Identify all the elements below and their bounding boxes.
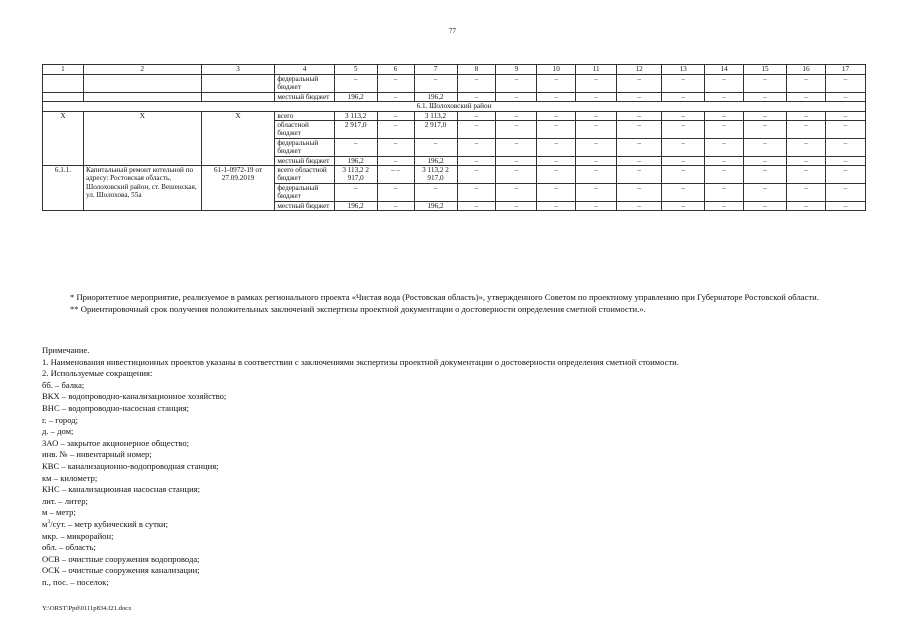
value-cell: – bbox=[662, 138, 705, 156]
value-cell: – bbox=[617, 111, 662, 120]
empty-cell bbox=[83, 92, 201, 101]
value-cell: – bbox=[744, 166, 787, 184]
value-cell: – bbox=[496, 138, 537, 156]
value-cell: – bbox=[705, 121, 744, 139]
value-cell: – bbox=[744, 156, 787, 165]
value-cell: – bbox=[617, 75, 662, 93]
value-cell: – bbox=[787, 138, 826, 156]
notes-title: Примечание. bbox=[42, 345, 90, 355]
value-cell: – bbox=[377, 111, 414, 120]
section-title: 6.1. Шолоховский район bbox=[43, 102, 866, 111]
value-cell: – bbox=[576, 75, 617, 93]
value-cell: – bbox=[537, 166, 576, 184]
header-cell: 2 bbox=[83, 65, 201, 75]
empty-cell bbox=[201, 92, 275, 101]
value-cell: – bbox=[617, 92, 662, 101]
table-row bbox=[43, 92, 866, 101]
merged-cell: X bbox=[83, 111, 201, 165]
value-cell: – bbox=[662, 75, 705, 93]
value-cell: – bbox=[825, 92, 865, 101]
table-row bbox=[43, 75, 866, 93]
abbreviation-item: ОСК – очистные сооружения канализации; bbox=[42, 565, 200, 576]
value-cell: – bbox=[414, 183, 457, 201]
page-number: 77 bbox=[449, 27, 456, 35]
value-cell: – bbox=[377, 156, 414, 165]
value-cell: – bbox=[496, 75, 537, 93]
value-cell: – bbox=[537, 201, 576, 210]
value-cell: – bbox=[662, 111, 705, 120]
value-cell: – bbox=[537, 138, 576, 156]
value-cell: – bbox=[825, 156, 865, 165]
value-cell: – bbox=[576, 183, 617, 201]
empty-cell bbox=[83, 75, 201, 93]
value-cell: – bbox=[537, 75, 576, 93]
value-cell: – bbox=[744, 111, 787, 120]
value-cell: – bbox=[537, 121, 576, 139]
header-cell: 16 bbox=[787, 65, 826, 75]
value-cell: – bbox=[457, 75, 496, 93]
header-cell: 4 bbox=[275, 65, 334, 75]
value-cell: – bbox=[496, 111, 537, 120]
value-cell: – bbox=[617, 121, 662, 139]
row-label: областной бюджет bbox=[275, 121, 334, 139]
value-cell: – bbox=[662, 201, 705, 210]
value-cell: – bbox=[457, 111, 496, 120]
header-cell: 5 bbox=[334, 65, 377, 75]
value-cell: – bbox=[377, 183, 414, 201]
value-cell: 196,2 bbox=[334, 156, 377, 165]
value-cell: – bbox=[662, 183, 705, 201]
value-cell: – bbox=[537, 156, 576, 165]
row-label: всего областной бюджет bbox=[275, 166, 334, 184]
value-cell: – bbox=[787, 201, 826, 210]
empty-cell bbox=[201, 75, 275, 93]
value-cell: – bbox=[825, 121, 865, 139]
footnote-deadline: ** Ориентировочный срок получения положительных заключений экспертизы проектной документации о достоверности определения сметной стоимости.». bbox=[70, 303, 646, 314]
value-cell: – bbox=[787, 183, 826, 201]
row-label: федеральный бюджет bbox=[275, 75, 334, 93]
value-cell: – bbox=[414, 138, 457, 156]
file-path: Y:\ORST\Ppd\0111p834.f21.docx bbox=[42, 605, 132, 612]
value-cell: – bbox=[825, 75, 865, 93]
abbreviation-item: ОСВ – очистные сооружения водопровода; bbox=[42, 553, 200, 564]
abbreviation-item: КНС – канализационная насосная станция; bbox=[42, 484, 201, 495]
value-cell: – bbox=[787, 166, 826, 184]
value-cell: – bbox=[787, 121, 826, 139]
section-row bbox=[43, 102, 866, 111]
abbreviation-item: ВНС – водопроводно-насосная станция; bbox=[42, 402, 190, 413]
value-cell: – bbox=[496, 92, 537, 101]
value-cell: – bbox=[787, 75, 826, 93]
value-cell: – bbox=[705, 156, 744, 165]
merged-cell: X bbox=[201, 111, 275, 165]
header-cell: 8 bbox=[457, 65, 496, 75]
value-cell: 196,2 bbox=[414, 156, 457, 165]
value-cell: – bbox=[576, 201, 617, 210]
value-cell: – bbox=[787, 92, 826, 101]
abbreviation-item: п., пос. – поселок; bbox=[42, 576, 109, 587]
abbreviation-list-2 bbox=[42, 531, 866, 589]
value-cell: – bbox=[662, 166, 705, 184]
value-cell: – bbox=[787, 111, 826, 120]
value-cell: – bbox=[377, 138, 414, 156]
value-cell: – bbox=[377, 75, 414, 93]
header-cell: 3 bbox=[201, 65, 275, 75]
abbreviation-item: м – метр; bbox=[42, 507, 76, 518]
value-cell: – bbox=[617, 201, 662, 210]
value-cell: – bbox=[825, 166, 865, 184]
value-cell: 3 113,2 2 917,0 bbox=[334, 166, 377, 184]
value-cell: – bbox=[617, 138, 662, 156]
footnotes bbox=[42, 292, 866, 315]
value-cell: – bbox=[496, 156, 537, 165]
header-cell: 10 bbox=[537, 65, 576, 75]
value-cell: – bbox=[496, 183, 537, 201]
value-cell: – bbox=[662, 121, 705, 139]
value-cell: – bbox=[576, 156, 617, 165]
value-cell: – bbox=[705, 201, 744, 210]
value-cell: – bbox=[744, 138, 787, 156]
value-cell: – bbox=[705, 92, 744, 101]
row-label: федеральный бюджет bbox=[275, 138, 334, 156]
value-cell: – bbox=[414, 75, 457, 93]
value-cell: – bbox=[744, 75, 787, 93]
value-cell: – bbox=[457, 138, 496, 156]
footnote-priority: * Приоритетное мероприятие, реализуемое в рамках регионального проекта «Чистая вода (Ростовская область)», утвержденного Советом по проектному управлению при Губернаторе Ростовской области. bbox=[70, 292, 819, 302]
value-cell: – bbox=[744, 92, 787, 101]
row-label: местный бюджет bbox=[275, 201, 334, 210]
abbreviation-item: ЗАО – закрытое акционерное общество; bbox=[42, 437, 190, 448]
notes-section bbox=[42, 343, 866, 588]
value-cell: – bbox=[617, 166, 662, 184]
header-cell: 17 bbox=[825, 65, 865, 75]
header-cell: 11 bbox=[576, 65, 617, 75]
row-label: местный бюджет bbox=[275, 156, 334, 165]
header-cell: 6 bbox=[377, 65, 414, 75]
value-cell: – bbox=[617, 156, 662, 165]
header-row bbox=[43, 65, 866, 75]
value-cell: – bbox=[576, 166, 617, 184]
financing-table bbox=[42, 64, 866, 211]
value-cell: – bbox=[496, 166, 537, 184]
value-cell: 2 917,0 bbox=[334, 121, 377, 139]
value-cell: – bbox=[705, 75, 744, 93]
table-row bbox=[43, 111, 866, 120]
value-cell: 3 113,2 bbox=[414, 111, 457, 120]
value-cell: – bbox=[617, 183, 662, 201]
value-cell: – bbox=[496, 201, 537, 210]
value-cell: – bbox=[576, 121, 617, 139]
value-cell: – bbox=[576, 111, 617, 120]
value-cell: 196,2 bbox=[334, 92, 377, 101]
value-cell: – bbox=[705, 183, 744, 201]
abbreviation-item: КВС – канализационно-водопроводная станция; bbox=[42, 460, 219, 471]
value-cell: – bbox=[744, 201, 787, 210]
merged-cell: Капитальный ремонт котельной по адресу: Ростовская область, Шолоховский район, ст. Вешенская, ул. Шолохова, 55а bbox=[83, 166, 201, 211]
value-cell: – bbox=[662, 92, 705, 101]
abbreviation-item: бб. – балка; bbox=[42, 379, 85, 390]
abbreviation-item: ВКХ – водопроводно-канализационное хозяйство; bbox=[42, 391, 227, 402]
abbreviation-item: км – километр; bbox=[42, 472, 98, 483]
value-cell: 3 113,2 bbox=[334, 111, 377, 120]
value-cell: – bbox=[744, 121, 787, 139]
row-label: всего bbox=[275, 111, 334, 120]
table-row bbox=[43, 166, 866, 184]
value-cell: – – bbox=[377, 166, 414, 184]
abbreviation-item: лит. – литер; bbox=[42, 495, 88, 506]
abbreviation-item: д. – дом; bbox=[42, 426, 74, 437]
value-cell: 196,2 bbox=[414, 201, 457, 210]
abbreviation-item: инв. № – инвентарный номер; bbox=[42, 449, 152, 460]
value-cell: – bbox=[576, 92, 617, 101]
value-cell: – bbox=[537, 111, 576, 120]
value-cell: – bbox=[537, 183, 576, 201]
merged-cell: 61-1-0972-19 от 27.09.2019 bbox=[201, 166, 275, 211]
value-cell: – bbox=[377, 121, 414, 139]
value-cell: – bbox=[825, 111, 865, 120]
header-cell: 1 bbox=[43, 65, 84, 75]
row-label: местный бюджет bbox=[275, 92, 334, 101]
value-cell: – bbox=[334, 75, 377, 93]
value-cell: – bbox=[457, 156, 496, 165]
value-cell: – bbox=[576, 138, 617, 156]
header-cell: 9 bbox=[496, 65, 537, 75]
value-cell: – bbox=[825, 183, 865, 201]
empty-cell bbox=[43, 92, 84, 101]
merged-cell: X bbox=[43, 111, 84, 165]
value-cell: – bbox=[457, 166, 496, 184]
value-cell: – bbox=[705, 138, 744, 156]
empty-cell bbox=[43, 75, 84, 93]
notes-item-1: 1. Наименования инвестиционных проектов указаны в соответствии с заключениями экспертизы проектной документации о достоверности определения сметной стоимости. bbox=[42, 356, 679, 367]
value-cell: – bbox=[457, 183, 496, 201]
header-cell: 12 bbox=[617, 65, 662, 75]
value-cell: – bbox=[825, 201, 865, 210]
abbreviation-item: $м^3$/сут. – метр кубический в сутки; bbox=[42, 518, 169, 529]
abbreviation-item: мкр. – микрорайон; bbox=[42, 530, 114, 541]
value-cell: – bbox=[377, 92, 414, 101]
value-cell: – bbox=[334, 138, 377, 156]
value-cell: 3 113,2 2 917,0 bbox=[414, 166, 457, 184]
value-cell: – bbox=[496, 121, 537, 139]
value-cell: – bbox=[705, 166, 744, 184]
value-cell: 196,2 bbox=[414, 92, 457, 101]
header-cell: 15 bbox=[744, 65, 787, 75]
value-cell: – bbox=[744, 183, 787, 201]
header-cell: 13 bbox=[662, 65, 705, 75]
value-cell: – bbox=[334, 183, 377, 201]
value-cell: 2 917,0 bbox=[414, 121, 457, 139]
value-cell: – bbox=[457, 201, 496, 210]
abbreviation-list bbox=[42, 380, 866, 519]
value-cell: – bbox=[457, 121, 496, 139]
merged-cell: 6.1.1. bbox=[43, 166, 84, 211]
value-cell: 196,2 bbox=[334, 201, 377, 210]
value-cell: – bbox=[787, 156, 826, 165]
value-cell: – bbox=[705, 111, 744, 120]
notes-item-2: 2. Используемые сокращения: bbox=[42, 368, 153, 379]
value-cell: – bbox=[377, 201, 414, 210]
abbreviation-item: г. – город; bbox=[42, 414, 79, 425]
header-cell: 14 bbox=[705, 65, 744, 75]
value-cell: – bbox=[662, 156, 705, 165]
value-cell: – bbox=[457, 92, 496, 101]
header-cell: 7 bbox=[414, 65, 457, 75]
abbreviation-item: обл. – область; bbox=[42, 542, 96, 553]
value-cell: – bbox=[825, 138, 865, 156]
value-cell: – bbox=[537, 92, 576, 101]
row-label: федеральный бюджет bbox=[275, 183, 334, 201]
